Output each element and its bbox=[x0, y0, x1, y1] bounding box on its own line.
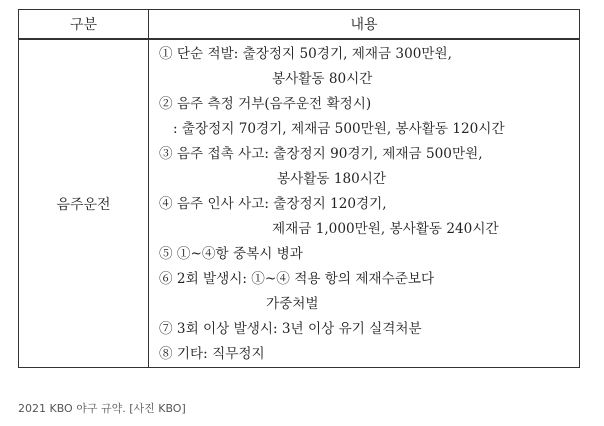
header-content: 내용 bbox=[149, 10, 580, 40]
image-caption: 2021 KBO 야구 규약. [사진 KBO] bbox=[18, 402, 186, 415]
rule-line-3-cont: 봉사활동 180시간 bbox=[277, 171, 387, 187]
category-cell: 음주운전 bbox=[19, 39, 149, 368]
rule-line-8: ⑧ 기타: 직무정지 bbox=[159, 346, 265, 362]
table-header-row bbox=[19, 10, 580, 40]
rule-line-7: ⑦ 3회 이상 발생시: 3년 이상 유기 실격처분 bbox=[159, 321, 422, 337]
table-row bbox=[19, 39, 580, 368]
rules-table-container bbox=[18, 9, 580, 368]
rule-line-1-cont: 봉사활동 80시간 bbox=[272, 71, 373, 87]
rule-line-1: ① 단순 적발: 출장정지 50경기, 제재금 300만원, bbox=[159, 46, 452, 62]
header-category: 구분 bbox=[19, 10, 149, 40]
rule-line-2-cont: : 출장정지 70경기, 제재금 500만원, 봉사활동 120시간 bbox=[173, 121, 505, 137]
rule-line-3: ③ 음주 접촉 사고: 출장정지 90경기, 제재금 500만원, bbox=[159, 146, 483, 162]
rule-line-6: ⑥ 2회 발생시: ①~④ 적용 항의 제재수준보다 bbox=[159, 271, 435, 287]
rule-line-2: ② 음주 측정 거부(음주운전 확정시) bbox=[159, 96, 372, 112]
rule-line-5: ⑤ ①~④항 중복시 병과 bbox=[159, 246, 303, 262]
rule-line-4: ④ 음주 인사 사고: 출장정지 120경기, bbox=[159, 196, 387, 212]
rule-line-4-cont: 제재금 1,000만원, 봉사활동 240시간 bbox=[272, 221, 499, 237]
rule-line-6-cont: 가중처벌 bbox=[266, 296, 319, 312]
rules-table bbox=[18, 9, 580, 368]
content-cell bbox=[149, 39, 580, 368]
